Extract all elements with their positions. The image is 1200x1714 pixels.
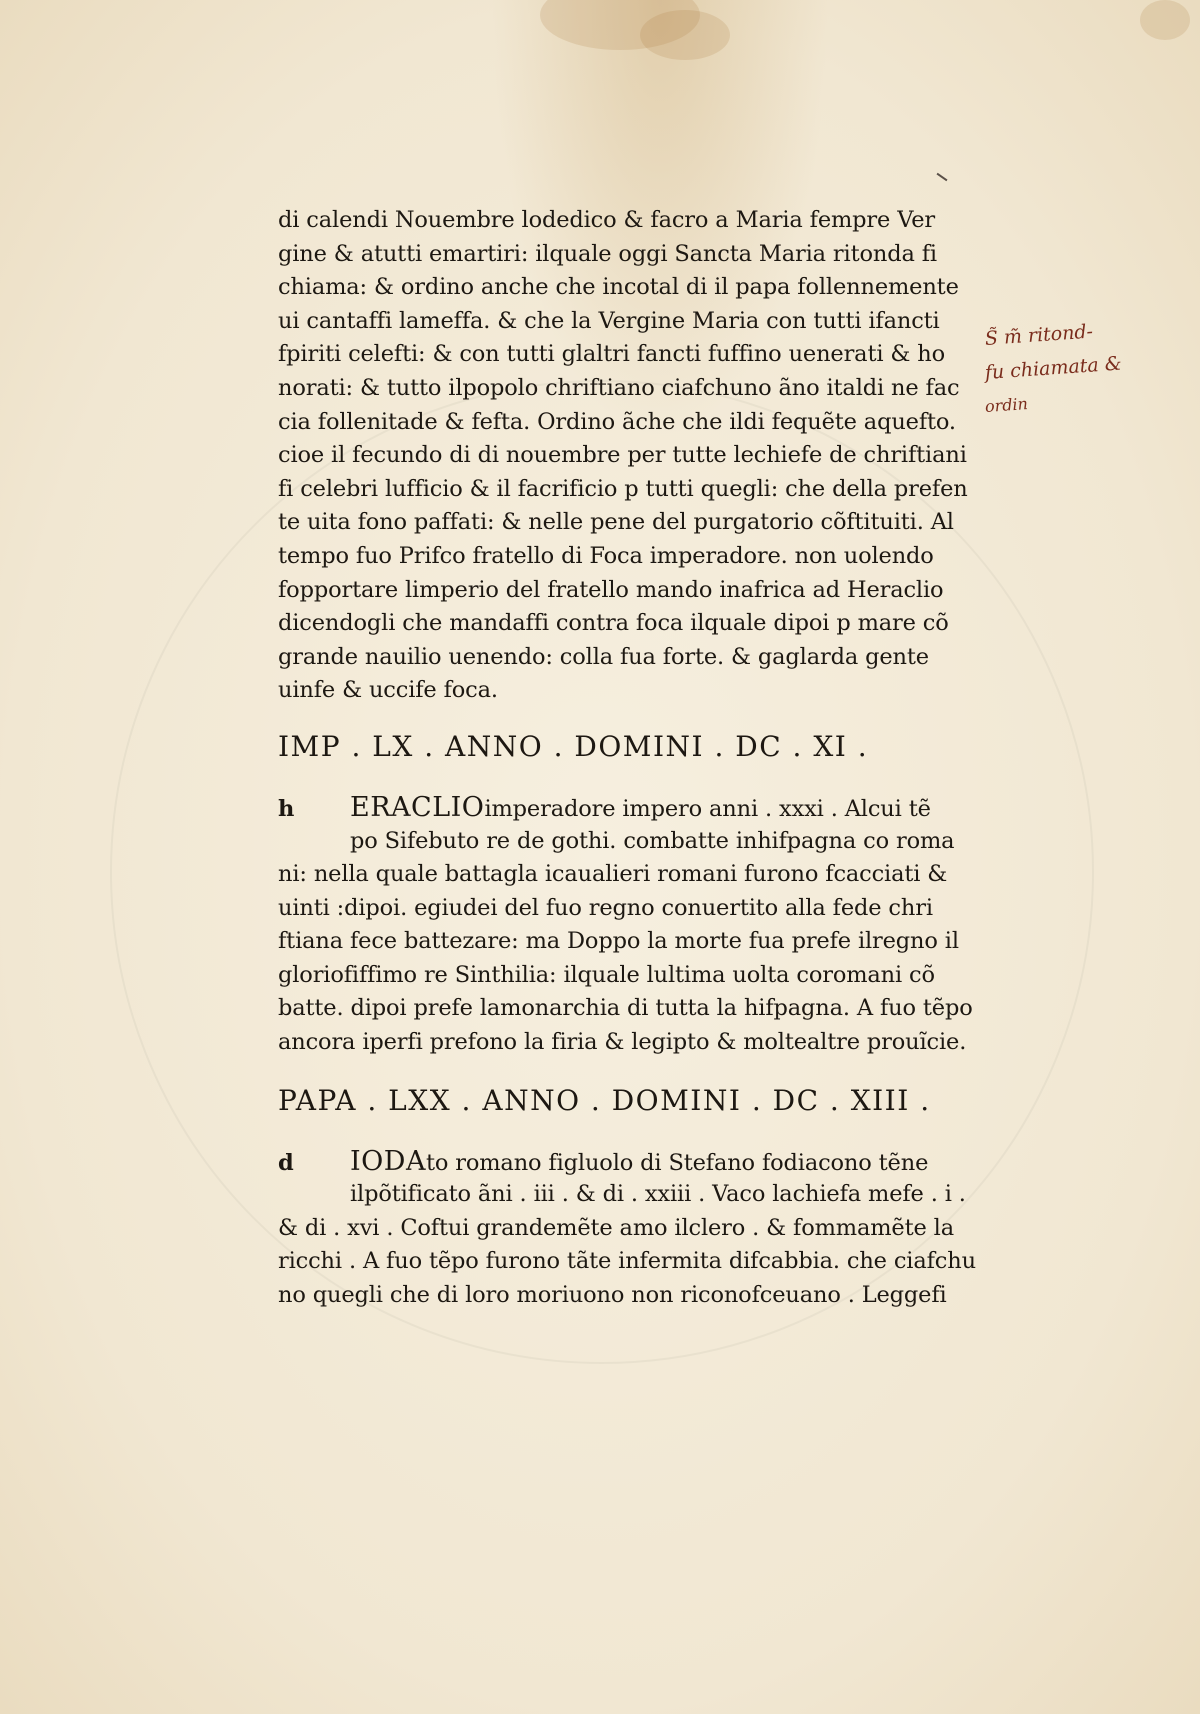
foxing-stain: [640, 10, 730, 60]
main-text-column: [278, 204, 978, 1313]
first-line-text: to romano figluolo di Stefano fodiacono tẽne: [425, 1149, 929, 1176]
text-line: cia follenitade & fefta. Ordino ãche che ildi fequẽte aquefto.: [278, 408, 956, 435]
text-line: batte. dipoi prefe lamonarchia di tutta la hifpagna. A fuo tẽpo: [278, 995, 973, 1022]
opening-word: ERACLIO: [350, 791, 485, 823]
text-line: fpiriti celefti: & con tutti glaltri fancti fuffino uenerati & ho: [278, 341, 946, 368]
text-line: te uita fono paffati: & nelle pene del purgatorio cõftituiti. Al: [278, 509, 954, 536]
section-heraclius: [278, 791, 978, 1060]
text-line: ftiana fece battezare: ma Doppo la morte fua prefe ilregno il: [278, 928, 959, 955]
section-heading-pope: PAPA . LXX . ANNO . DOMINI . DC . XIII .: [278, 1083, 931, 1117]
text-line: chiama: & ordino anche che incotal di il papa follennemente: [278, 274, 959, 301]
section-first-line: [278, 1145, 978, 1179]
text-line: ilpõtificato ãni . iii . & di . xxiii . Vaco lachiefa mefe . i .: [350, 1181, 966, 1208]
text-line: dicendogli che mandaffi contra foca ilquale dipoi p mare cõ: [278, 610, 949, 637]
section-first-line: [278, 791, 978, 825]
paragraph-continued: [278, 204, 978, 708]
text-line: grande nauilio uenendo: colla fua forte. & gaglarda gente: [278, 643, 929, 670]
text-line: tempo fuo Prifco fratello di Foca imperadore. non uolendo: [278, 542, 934, 569]
text-line: gloriofiffimo re Sinthilia: ilquale lultima uolta coromani cõ: [278, 961, 935, 988]
text-line: no quegli che di loro moriuono non riconofceuano . Leggefi: [278, 1282, 947, 1309]
text-line: ui cantaffi lameffa. & che la Vergine Maria con tutti ifancti: [278, 307, 940, 334]
opening-word: IODA: [350, 1145, 426, 1177]
first-line-text: imperadore impero anni . xxxi . Alcui tẽ: [484, 795, 931, 822]
text-line: ni: nella quale battagla icaualieri romani furono fcacciati &: [278, 861, 948, 888]
section-heading-emperor: IMP . LX . ANNO . DOMINI . DC . XI .: [278, 729, 869, 763]
text-line: po Sifebuto re de gothi. combatte inhifpagna co roma: [350, 827, 955, 854]
pen-tick-mark: [937, 173, 948, 182]
text-line: di calendi Nouembre lodedico & facro a Maria fempre Ver: [278, 207, 936, 233]
marginal-note-line: ordin: [984, 394, 1029, 416]
text-line: norati: & tutto ilpopolo chriftiano ciafchuno ãno italdi ne fac: [278, 374, 960, 401]
text-line: fi celebri lufficio & il facrificio p tutti quegli: che della prefen: [278, 475, 968, 502]
text-line: gine & atutti emartiri: ilquale oggi Sancta Maria ritonda fi: [278, 240, 937, 267]
text-line: uinti :dipoi. egiudei del fuo regno conuertito alla fede chri: [278, 894, 933, 921]
foxing-stain: [1140, 0, 1190, 40]
text-line: ancora iperfi prefono la firia & legipto & moltealtre prouĩcie.: [278, 1029, 967, 1056]
guide-letter: h: [278, 795, 295, 822]
section-deusdedit: [278, 1145, 978, 1313]
handwritten-marginal-note: [985, 322, 1185, 424]
marginal-note-line: fu chiamata &: [984, 352, 1123, 384]
text-line: & di . xvi . Coftui grandemẽte amo ilclero . & fommamẽte la: [278, 1214, 954, 1241]
text-line: fopportare limperio del fratello mando inafrica ad Heraclio: [278, 576, 944, 603]
text-line: ricchi . A fuo tẽpo furono tãte infermita difcabbia. che ciafchu: [278, 1248, 976, 1275]
text-line: uinfe & uccife foca.: [278, 677, 498, 704]
marginal-note-line: S̃ m̃ ritond-: [984, 320, 1094, 350]
guide-letter: d: [278, 1149, 294, 1176]
text-line: cioe il fecundo di di nouembre per tutte lechiefe de chriftiani: [278, 442, 967, 469]
